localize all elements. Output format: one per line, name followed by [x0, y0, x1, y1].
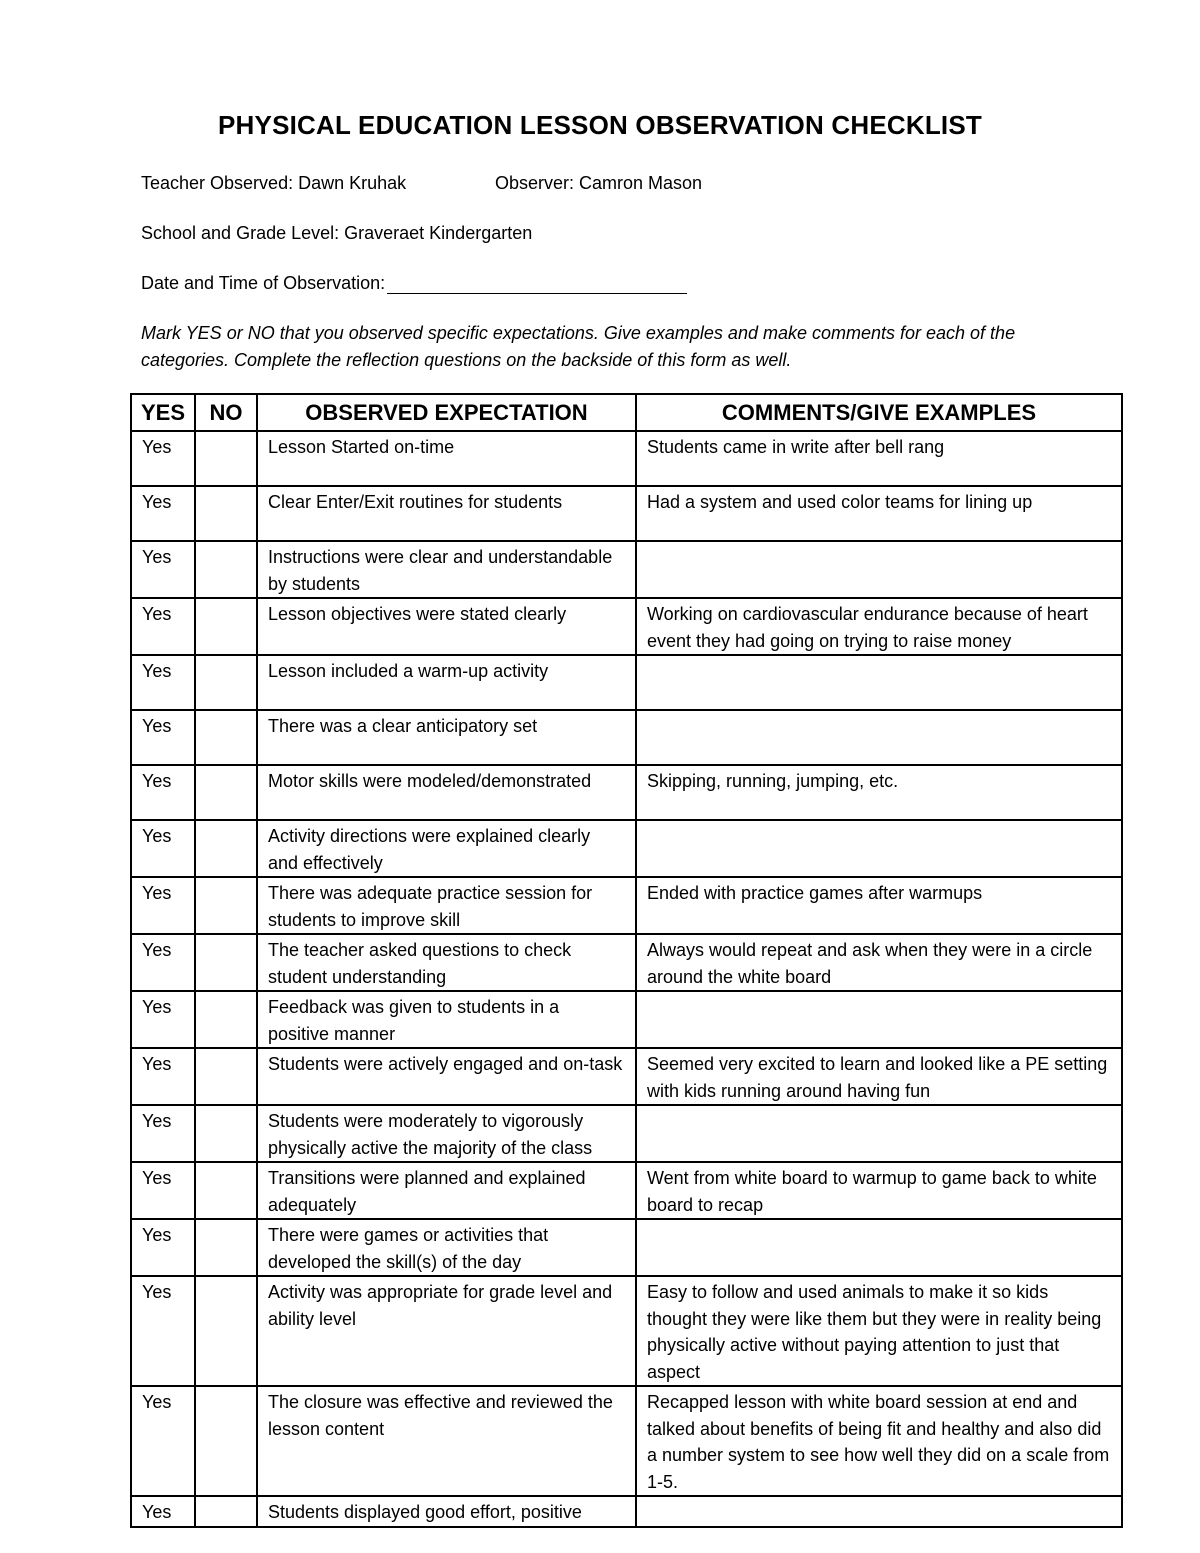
no-cell[interactable]	[195, 541, 257, 598]
expectation-cell[interactable]: Activity directions were explained clearly and effectively	[257, 820, 636, 877]
observer-name: Observer: Camron Mason	[495, 173, 703, 193]
teacher-observed: Teacher Observed: Dawn Kruhak	[141, 173, 407, 193]
header-yes: YES	[131, 394, 195, 431]
header-no: NO	[195, 394, 257, 431]
table-row	[131, 655, 1122, 710]
comment-cell[interactable]: Students came in write after bell rang	[636, 431, 1122, 486]
expectation-cell[interactable]: There was a clear anticipatory set	[257, 710, 636, 765]
comment-cell[interactable]: Easy to follow and used animals to make it so kids thought they were like them but they were in reality being physically active without paying attention to just that aspect	[636, 1276, 1122, 1386]
expectation-cell[interactable]: Lesson objectives were stated clearly	[257, 598, 636, 655]
comment-cell[interactable]	[636, 1219, 1122, 1276]
no-cell[interactable]	[195, 486, 257, 541]
yes-cell[interactable]: Yes	[131, 1105, 195, 1162]
school-grade-level: School and Grade Level: Graveraet Kindergarten	[141, 223, 533, 243]
expectation-cell[interactable]: Students were moderately to vigorously physically active the majority of the class	[257, 1105, 636, 1162]
table-row	[131, 1386, 1122, 1496]
document-title: PHYSICAL EDUCATION LESSON OBSERVATION CHECKLIST	[218, 110, 982, 140]
table-row	[131, 710, 1122, 765]
no-cell[interactable]	[195, 710, 257, 765]
yes-cell[interactable]: Yes	[131, 431, 195, 486]
comment-cell[interactable]: Had a system and used color teams for lining up	[636, 486, 1122, 541]
yes-cell[interactable]: Yes	[131, 1496, 195, 1527]
expectation-cell[interactable]: Students were actively engaged and on-task	[257, 1048, 636, 1105]
no-cell[interactable]	[195, 655, 257, 710]
expectation-cell[interactable]: Clear Enter/Exit routines for students	[257, 486, 636, 541]
table-row	[131, 765, 1122, 820]
comment-cell[interactable]: Skipping, running, jumping, etc.	[636, 765, 1122, 820]
table-row	[131, 1105, 1122, 1162]
table-row	[131, 1048, 1122, 1105]
table-row	[131, 431, 1122, 486]
expectation-cell[interactable]: Transitions were planned and explained adequately	[257, 1162, 636, 1219]
expectation-cell[interactable]: There was adequate practice session for students to improve skill	[257, 877, 636, 934]
yes-cell[interactable]: Yes	[131, 1162, 195, 1219]
comment-cell[interactable]	[636, 1105, 1122, 1162]
no-cell[interactable]	[195, 1162, 257, 1219]
expectation-cell[interactable]: Students displayed good effort, positive	[257, 1496, 636, 1527]
table-row	[131, 1496, 1122, 1527]
header-observed-expectation: OBSERVED EXPECTATION	[257, 394, 636, 431]
yes-cell[interactable]: Yes	[131, 1386, 195, 1496]
comment-cell[interactable]	[636, 1496, 1122, 1527]
table-row	[131, 1162, 1122, 1219]
yes-cell[interactable]: Yes	[131, 1219, 195, 1276]
comment-cell[interactable]: Always would repeat and ask when they were in a circle around the white board	[636, 934, 1122, 991]
table-row	[131, 877, 1122, 934]
yes-cell[interactable]: Yes	[131, 655, 195, 710]
comment-cell[interactable]	[636, 820, 1122, 877]
expectation-cell[interactable]: Instructions were clear and understandable by students	[257, 541, 636, 598]
comment-cell[interactable]: Went from white board to warmup to game back to white board to recap	[636, 1162, 1122, 1219]
no-cell[interactable]	[195, 1496, 257, 1527]
no-cell[interactable]	[195, 820, 257, 877]
yes-cell[interactable]: Yes	[131, 991, 195, 1048]
no-cell[interactable]	[195, 1219, 257, 1276]
date-time-label: Date and Time of Observation:	[141, 273, 386, 293]
expectation-cell[interactable]: Motor skills were modeled/demonstrated	[257, 765, 636, 820]
comment-cell[interactable]: Ended with practice games after warmups	[636, 877, 1122, 934]
yes-cell[interactable]: Yes	[131, 877, 195, 934]
yes-cell[interactable]: Yes	[131, 765, 195, 820]
no-cell[interactable]	[195, 1276, 257, 1386]
yes-cell[interactable]: Yes	[131, 710, 195, 765]
no-cell[interactable]	[195, 1386, 257, 1496]
yes-cell[interactable]: Yes	[131, 598, 195, 655]
table-row	[131, 991, 1122, 1048]
table-row	[131, 820, 1122, 877]
no-cell[interactable]	[195, 1105, 257, 1162]
comment-cell[interactable]	[636, 541, 1122, 598]
date-time-field	[141, 273, 687, 294]
comment-cell[interactable]: Recapped lesson with white board session at end and talked about benefits of being fit and healthy and also did a number system to see how well they did on a scale from 1-5.	[636, 1386, 1122, 1496]
table-row	[131, 486, 1122, 541]
observation-checklist-table	[130, 393, 1123, 1528]
date-time-blank-line[interactable]	[387, 275, 687, 294]
yes-cell[interactable]: Yes	[131, 541, 195, 598]
comment-cell[interactable]: Working on cardiovascular endurance because of heart event they had going on trying to raise money	[636, 598, 1122, 655]
expectation-cell[interactable]: Lesson included a warm-up activity	[257, 655, 636, 710]
yes-cell[interactable]: Yes	[131, 820, 195, 877]
yes-cell[interactable]: Yes	[131, 1276, 195, 1386]
header-comments: COMMENTS/GIVE EXAMPLES	[636, 394, 1122, 431]
comment-cell[interactable]	[636, 655, 1122, 710]
expectation-cell[interactable]: Feedback was given to students in a positive manner	[257, 991, 636, 1048]
table-row	[131, 934, 1122, 991]
comment-cell[interactable]	[636, 991, 1122, 1048]
expectation-cell[interactable]: The teacher asked questions to check student understanding	[257, 934, 636, 991]
table-row	[131, 1219, 1122, 1276]
no-cell[interactable]	[195, 934, 257, 991]
expectation-cell[interactable]: Activity was appropriate for grade level and ability level	[257, 1276, 636, 1386]
yes-cell[interactable]: Yes	[131, 486, 195, 541]
expectation-cell[interactable]: The closure was effective and reviewed the lesson content	[257, 1386, 636, 1496]
comment-cell[interactable]: Seemed very excited to learn and looked like a PE setting with kids running around having fun	[636, 1048, 1122, 1105]
table-header-row	[131, 394, 1122, 431]
yes-cell[interactable]: Yes	[131, 934, 195, 991]
no-cell[interactable]	[195, 1048, 257, 1105]
no-cell[interactable]	[195, 765, 257, 820]
yes-cell[interactable]: Yes	[131, 1048, 195, 1105]
table-row	[131, 541, 1122, 598]
table-row	[131, 598, 1122, 655]
comment-cell[interactable]	[636, 710, 1122, 765]
expectation-cell[interactable]: There were games or activities that developed the skill(s) of the day	[257, 1219, 636, 1276]
expectation-cell[interactable]: Lesson Started on-time	[257, 431, 636, 486]
table-row	[131, 1276, 1122, 1386]
no-cell[interactable]	[195, 991, 257, 1048]
no-cell[interactable]	[195, 877, 257, 934]
no-cell[interactable]	[195, 431, 257, 486]
no-cell[interactable]	[195, 598, 257, 655]
instructions-text: Mark YES or NO that you observed specific expectations. Give examples and make comments for each of the categories. Complete the reflection questions on the backside of this form as well.	[141, 323, 1016, 370]
